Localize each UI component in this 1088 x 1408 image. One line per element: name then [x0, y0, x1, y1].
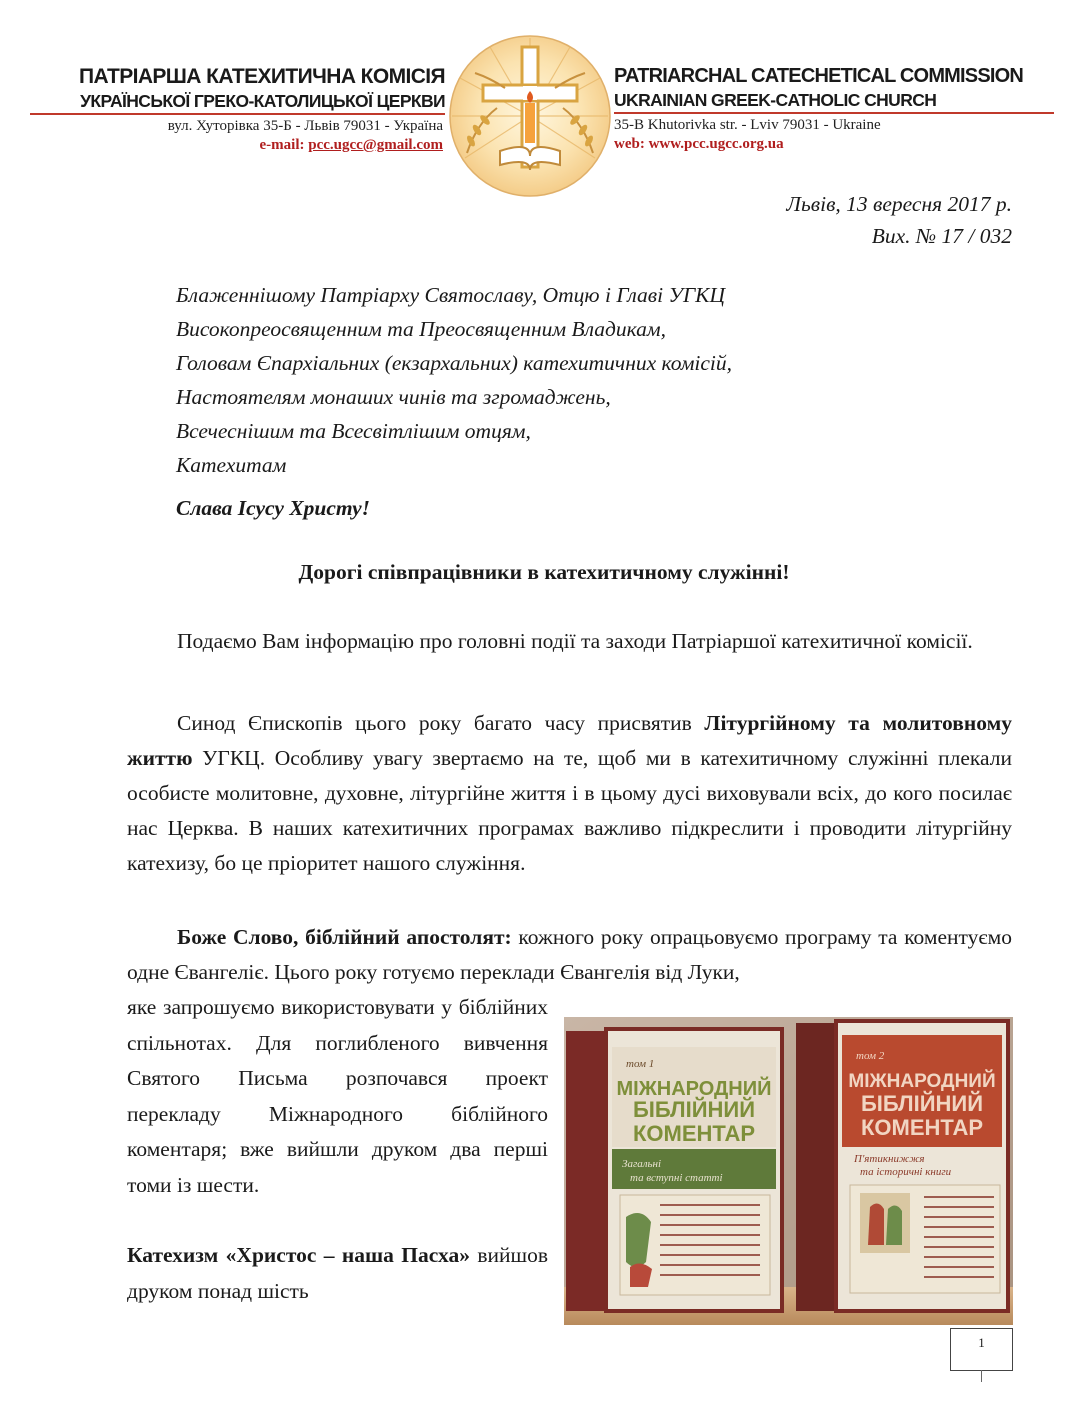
page-number-box: [950, 1328, 1013, 1371]
page-number: 1: [978, 1335, 985, 1350]
commission-logo: [445, 33, 615, 199]
address-ua: вул. Хуторівка 35-Б - Львів 79031 - Україна: [167, 117, 443, 134]
book2-spine: [796, 1023, 836, 1311]
book2-title1: МІЖНАРОДНИЙ: [848, 1071, 996, 1092]
book2-title2: БІБЛІЙНИЙ: [860, 1091, 984, 1116]
salutation: Дорогі співпрацівники в катехитичному служінні!: [298, 560, 790, 584]
recipient-line: Катехитам: [176, 453, 287, 477]
org-name-en-line1: PATRIARCHAL CATECHETICAL COMMISSION: [614, 65, 1024, 87]
book1-title1: МІЖНАРОДНИЙ: [616, 1078, 772, 1100]
book2-volume: том 2: [856, 1050, 885, 1062]
paragraph-2-after: УГКЦ. Особливу увагу звертаємо на те, щоб ми в катехитичному служінні плекали особисте молитовне, духовне, літургійне життя і в цьому дусі виховували всіх, до кого посилає нас Церква. В наших катехитичних програмах важливо підкреслити і проводити літургійну катехизу, бо це пріоритет нашого служіння.: [127, 746, 1012, 875]
recipient-line: Настоятелям монаших чинів та згромаджень,: [176, 385, 611, 409]
org-name-en-line2: UKRAINIAN GREEK-CATHOLIC CHURCH: [614, 90, 937, 110]
greeting: Слава Ісусу Христу!: [176, 496, 371, 520]
letter-ref: Вих. № 17 / 032: [871, 224, 1012, 248]
address-en: 35-B Khutorivka str. - Lviv 79031 - Ukraine: [614, 116, 881, 133]
book1-subtitle2: та вступні статті: [630, 1172, 723, 1184]
header-rule-right: [614, 112, 1054, 114]
web-link[interactable]: web: www.pcc.ugcc.org.ua: [614, 135, 784, 152]
recipient-line: Головам Єпархіальних (екзархальних) катехитичних комісій,: [176, 351, 733, 375]
paragraph-4-text: вийшов друком понад шість: [127, 1243, 549, 1303]
page-tick: [981, 1370, 982, 1382]
paragraph-4: [127, 1238, 548, 1309]
header-left: [30, 66, 445, 153]
paragraph-2: [127, 706, 1012, 881]
books-photo: [564, 1017, 1013, 1325]
header-rule-left: [30, 113, 445, 115]
paragraph-1: [127, 624, 1012, 659]
org-name-ua-line1: ПАТРІАРША КАТЕХИТИЧНА КОМІСІЯ: [78, 65, 445, 88]
email-label: e-mail:: [259, 136, 309, 153]
book1-volume: том 1: [626, 1058, 655, 1070]
paragraph-1-text: Подаємо Вам інформацію про головні події та заходи Патріаршої катехитичної комісії.: [177, 629, 973, 653]
recipients-block: [176, 278, 732, 482]
paragraph-4-bold: Катехизм «Христос – наша Пасха»: [127, 1243, 471, 1267]
recipient-line: Блаженнішому Патріарху Святославу, Отцю і Главі УГКЦ: [176, 283, 725, 307]
date-block: [786, 188, 1012, 252]
header-right: [614, 66, 1054, 152]
book2-title3: КОМЕНТАР: [860, 1115, 984, 1140]
book1-spine: [566, 1031, 606, 1311]
paragraph-2-bold: Літургійному та молитовному життю: [127, 711, 1012, 770]
letter-date: Львів, 13 вересня 2017 р.: [786, 192, 1012, 216]
paragraph-3-bold: Боже Слово, біблійний апостолят:: [177, 925, 512, 949]
recipient-line: Всечеснішим та Всесвітлішим отцям,: [176, 419, 531, 443]
paragraph-3: [127, 920, 1012, 990]
paragraph-2-before: Синод Єпископів цього року багато часу присвятив: [177, 711, 705, 735]
book1-title3: КОМЕНТАР: [632, 1121, 756, 1146]
book1-title2: БІБЛІЙНИЙ: [632, 1097, 756, 1122]
recipient-line: Високопреосвященним та Преосвященним Владикам,: [176, 317, 666, 341]
email-line: [30, 138, 445, 153]
org-name-ua-line2: УКРАЇНСЬКОЇ ГРЕКО-КАТОЛИЦЬКОЇ ЦЕРКВИ: [80, 91, 445, 111]
email-link[interactable]: pcc.ugcc@gmail.com: [308, 136, 443, 153]
book1-subtitle1: Загальні: [622, 1158, 662, 1170]
paragraph-3-text: кожного року опрацьовуємо програму та коментуємо одне Євангеліє. Цього року готуємо переклади Євангелія від Луки,: [127, 925, 1012, 984]
book2-subtitle1: П'ятикнижжя: [854, 1153, 925, 1165]
paragraph-3-continued: яке запрошуємо використовувати у біблійних спільнотах. Для поглибленого вивчення Святого Письма розпочався проект перекладу Міжнародного біблійного коментаря; вже вийшли друком два перші томи із шести.: [127, 995, 548, 1197]
book2-subtitle2: та історичні книги: [860, 1166, 952, 1178]
